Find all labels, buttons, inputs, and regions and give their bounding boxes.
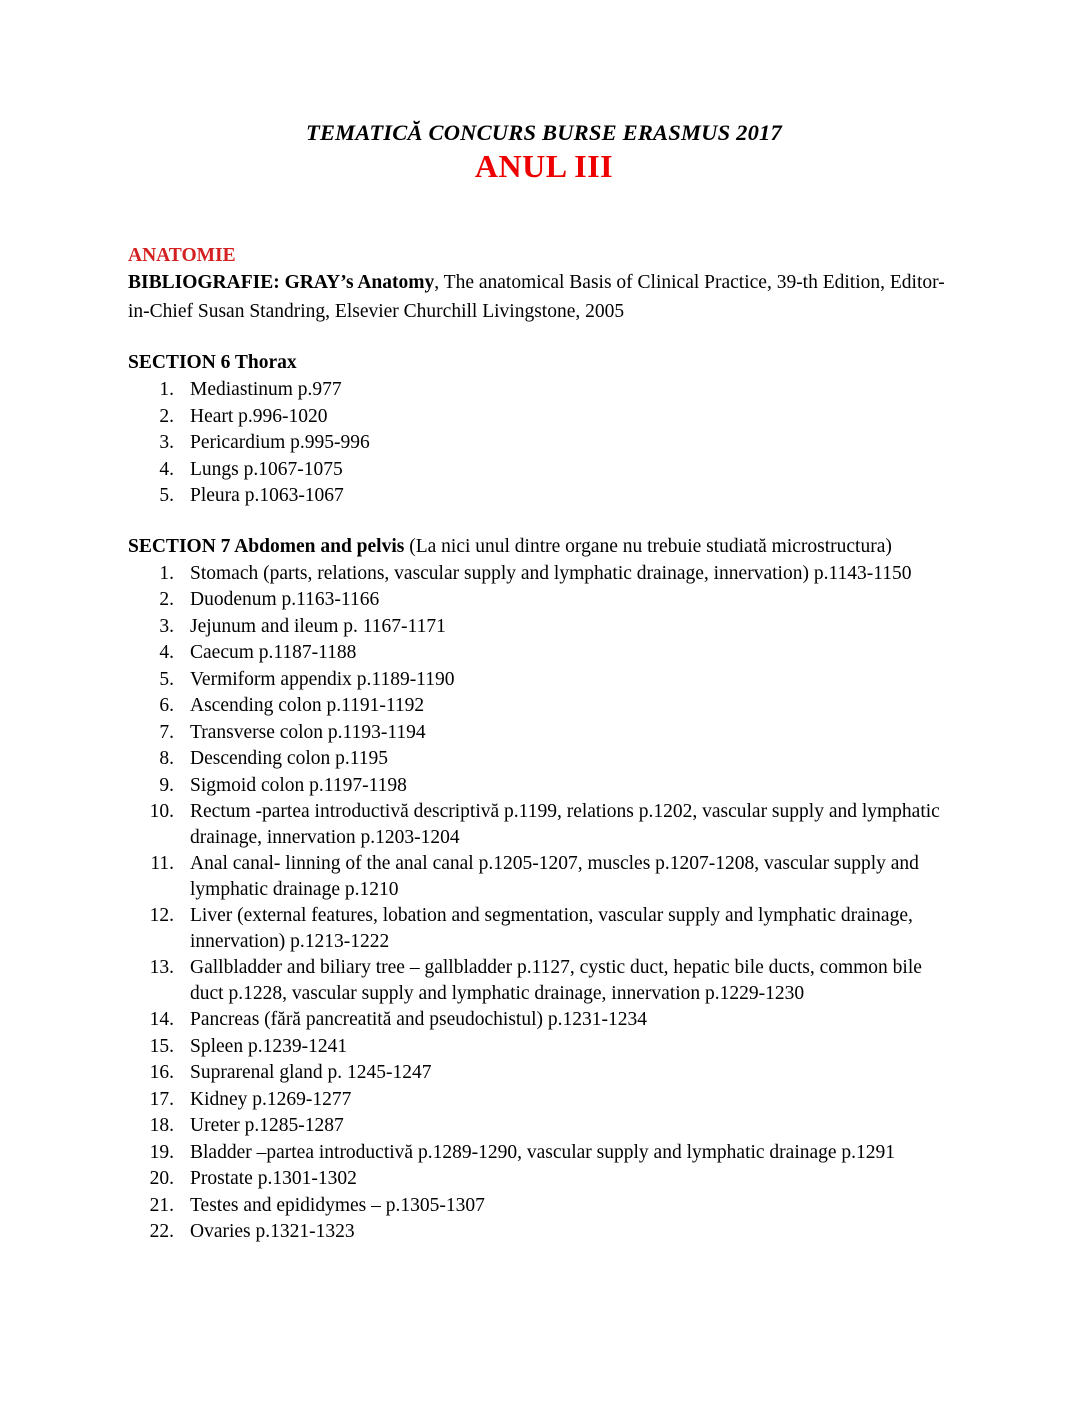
list-item-number: 1. [159,562,174,584]
list-item-text: Spleen p.1239-1241 [190,1035,348,1057]
list-item-number: 21. [149,1194,174,1216]
list-item-text: Gallbladder and biliary tree – gallbladder p.1127, cystic duct, hepatic bile ducts, common bile duct p.1228, vascular supply and lymphatic drainage, innervation p.1229-1230 [190,957,922,1004]
list-item-text: Stomach (parts, relations, vascular supply and lymphatic drainage, innervation) p.1143-1150 [190,562,912,584]
list-item-text: Heart p.996-1020 [190,405,328,427]
list-item-number: 2. [159,405,174,427]
list-item [128,457,960,483]
list-item [128,1113,960,1139]
list-item [128,1007,960,1033]
section-7-note: (La nici unul dintre organe nu trebuie studiată microstructura) [409,535,892,557]
list-item-number: 17. [149,1088,174,1110]
list-item-text: Transverse colon p.1193-1194 [190,721,426,743]
list-item-text: Caecum p.1187-1188 [190,642,357,663]
list-item [128,404,960,430]
list-item [128,1060,960,1086]
list-item-number: 20. [149,1168,174,1189]
list-item-number: 16. [149,1062,174,1083]
list-item [128,693,960,719]
list-item [128,1219,960,1245]
list-item-number: 15. [149,1035,174,1057]
list-item-text: Prostate p.1301-1302 [190,1168,357,1189]
list-item [128,955,960,1006]
list-item-number: 8. [159,748,174,769]
list-item [128,799,960,850]
list-item [128,1140,960,1166]
list-item-text: Bladder –partea introductivă p.1289-1290, vascular supply and lymphatic drainage p.1291 [190,1141,896,1163]
list-item [128,430,960,456]
list-item-text: Anal canal- linning of the anal canal p.1205-1207, muscles p.1207-1208, vascular supply and lymphatic drainage p.1210 [190,853,919,900]
list-item [128,1193,960,1219]
list-item [128,720,960,746]
list-item [128,587,960,613]
list-item [128,561,960,587]
section-7-title [128,532,960,561]
list-item-text: Liver (external features, lobation and segmentation, vascular supply and lymphatic drainage, innervation) p.1213-1222 [190,905,913,952]
list-item-number: 4. [159,642,174,663]
section-7-list [128,561,960,1245]
document-subtitle: ANUL III [474,148,614,184]
list-item-text: Lungs p.1067-1075 [190,458,343,480]
list-item [128,483,960,509]
section-6-title-text: SECTION 6 Thorax [128,352,297,373]
list-item-text: Rectum -partea introductivă descriptivă p.1199, relations p.1202, vascular supply and lymphatic drainage, innervation p.1203-1204 [190,801,940,848]
list-item-text: Testes and epididymes – p.1305-1307 [190,1194,485,1216]
list-item-number: 18. [149,1115,174,1136]
list-item-number: 9. [159,774,174,796]
list-item-number: 5. [159,485,174,506]
list-item-number: 12. [149,905,174,926]
section-6-list [128,377,960,509]
list-item-number: 2. [159,589,174,610]
section-6-title [128,348,960,377]
list-item [128,773,960,799]
list-item-number: 4. [159,458,174,480]
list-item [128,851,960,902]
list-item-text: Kidney p.1269-1277 [190,1088,352,1110]
list-item-number: 7. [159,721,174,743]
list-item [128,1166,960,1192]
list-item-number: 1. [159,379,174,400]
list-item [128,614,960,640]
list-item [128,1087,960,1113]
subject-heading: ANATOMIE [128,245,236,266]
list-item-number: 22. [149,1221,174,1242]
list-item [128,903,960,954]
list-item-number: 6. [159,695,174,716]
list-item-number: 11. [150,853,174,874]
list-item-text: Pancreas (fără pancreatită and pseudochistul) p.1231-1234 [190,1009,647,1030]
list-item-number: 14. [149,1009,174,1030]
list-item-number: 5. [159,668,174,690]
bibliography [128,268,960,326]
list-item [128,640,960,666]
document-title: TEMATICĂ CONCURS BURSE ERASMUS 2017 [306,120,782,145]
list-item-text: Jejunum and ileum p. 1167-1171 [190,615,446,637]
section-7-title-text: SECTION 7 Abdomen and pelvis [128,535,410,557]
list-item-text: Pleura p.1063-1067 [190,485,344,506]
list-item [128,746,960,772]
list-item-number: 19. [149,1141,174,1163]
list-item [128,1034,960,1060]
list-item-text: Mediastinum p.977 [190,379,342,400]
list-item-number: 3. [159,432,174,453]
list-item-text: Suprarenal gland p. 1245-1247 [190,1062,432,1083]
list-item-text: Ovaries p.1321-1323 [190,1221,355,1242]
list-item-text: Sigmoid colon p.1197-1198 [190,774,407,796]
list-item-text: Descending colon p.1195 [190,748,389,769]
list-item-text: Vermiform appendix p.1189-1190 [190,668,455,690]
list-item-text: Pericardium p.995-996 [190,432,370,453]
list-item-text: Duodenum p.1163-1166 [190,589,380,610]
bibliography-label: BIBLIOGRAFIE: GRAY’s Anatomy [128,272,435,293]
list-item-number: 13. [149,957,174,978]
bibliography-details: , The anatomical Basis of Clinical Practice, 39-th Edition, Editor-in-Chief Susan Standring, Elsevier Churchill Livingstone, 2005 [128,272,945,322]
list-item [128,377,960,403]
list-item-number: 10. [149,801,174,822]
list-item-text: Ureter p.1285-1287 [190,1115,344,1136]
list-item [128,667,960,693]
list-item-text: Ascending colon p.1191-1192 [190,695,425,716]
list-item-number: 3. [159,615,174,637]
